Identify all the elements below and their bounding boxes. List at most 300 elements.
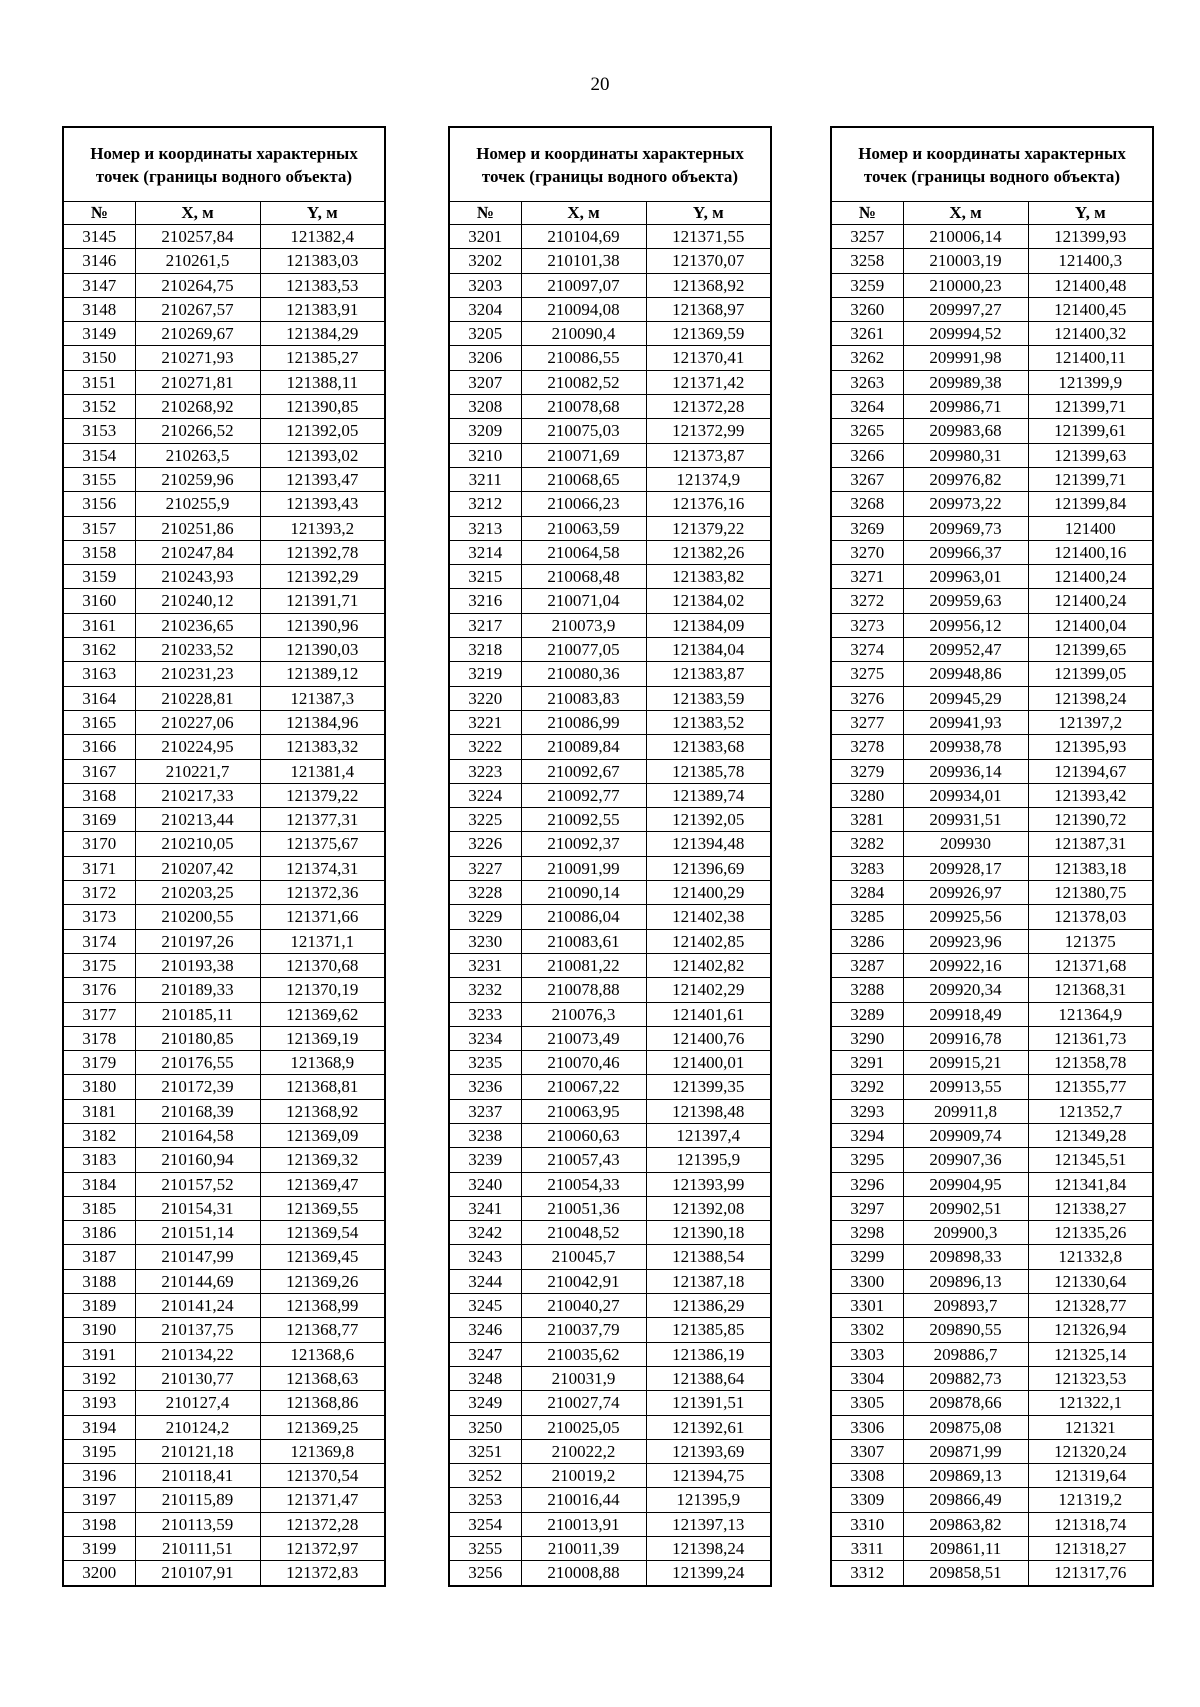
table-row [831, 1537, 1153, 1561]
table-row [63, 273, 385, 297]
x-coordinate-cell: 209866,49 [903, 1488, 1028, 1512]
table-row [449, 1026, 771, 1050]
x-coordinate-cell: 210228,81 [135, 686, 260, 710]
y-coordinate-cell: 121382,4 [260, 225, 385, 249]
point-number-cell: 3192 [63, 1366, 135, 1390]
table-row [63, 1026, 385, 1050]
y-coordinate-cell: 121383,18 [1028, 856, 1153, 880]
table-row [449, 589, 771, 613]
table-row [63, 1075, 385, 1099]
point-number-cell: 3154 [63, 443, 135, 467]
point-number-cell: 3178 [63, 1026, 135, 1050]
point-number-cell: 3239 [449, 1148, 521, 1172]
y-coordinate-cell: 121400,01 [646, 1051, 771, 1075]
point-number-cell: 3170 [63, 832, 135, 856]
x-coordinate-cell: 210068,65 [521, 467, 646, 491]
table-row [63, 1537, 385, 1561]
x-coordinate-cell: 210137,75 [135, 1318, 260, 1342]
x-coordinate-cell: 209923,96 [903, 929, 1028, 953]
point-number-cell: 3166 [63, 735, 135, 759]
point-number-cell: 3305 [831, 1391, 903, 1415]
y-coordinate-cell: 121392,78 [260, 540, 385, 564]
table-row [449, 540, 771, 564]
y-coordinate-cell: 121401,61 [646, 1002, 771, 1026]
x-coordinate-cell: 210090,14 [521, 881, 646, 905]
point-number-cell: 3287 [831, 953, 903, 977]
x-coordinate-cell: 209941,93 [903, 710, 1028, 734]
table-row [831, 516, 1153, 540]
x-coordinate-cell: 210035,62 [521, 1342, 646, 1366]
point-number-cell: 3306 [831, 1415, 903, 1439]
table-row [63, 1464, 385, 1488]
point-number-cell: 3282 [831, 832, 903, 856]
y-coordinate-cell: 121393,42 [1028, 783, 1153, 807]
x-coordinate-cell: 209980,31 [903, 443, 1028, 467]
table-row [449, 856, 771, 880]
table-row [831, 662, 1153, 686]
x-coordinate-cell: 210231,23 [135, 662, 260, 686]
table-row [449, 1245, 771, 1269]
point-number-cell: 3277 [831, 710, 903, 734]
table-row [63, 881, 385, 905]
y-coordinate-cell: 121390,85 [260, 395, 385, 419]
point-number-cell: 3209 [449, 419, 521, 443]
x-coordinate-cell: 210077,05 [521, 638, 646, 662]
y-coordinate-cell: 121399,84 [1028, 492, 1153, 516]
point-number-cell: 3159 [63, 565, 135, 589]
x-coordinate-cell: 210259,96 [135, 467, 260, 491]
table-row [449, 1148, 771, 1172]
table-row [449, 516, 771, 540]
x-coordinate-cell: 210078,88 [521, 978, 646, 1002]
y-coordinate-cell: 121390,96 [260, 613, 385, 637]
point-number-cell: 3242 [449, 1221, 521, 1245]
point-number-cell: 3258 [831, 249, 903, 273]
point-number-cell: 3298 [831, 1221, 903, 1245]
x-coordinate-cell: 209890,55 [903, 1318, 1028, 1342]
point-number-cell: 3177 [63, 1002, 135, 1026]
point-number-cell: 3188 [63, 1269, 135, 1293]
x-coordinate-cell: 210271,81 [135, 370, 260, 394]
y-coordinate-cell: 121394,48 [646, 832, 771, 856]
y-coordinate-cell: 121374,9 [646, 467, 771, 491]
y-coordinate-cell: 121389,74 [646, 783, 771, 807]
y-coordinate-cell: 121399,93 [1028, 225, 1153, 249]
y-coordinate-cell: 121400,11 [1028, 346, 1153, 370]
point-number-cell: 3152 [63, 395, 135, 419]
point-number-cell: 3206 [449, 346, 521, 370]
table-row [449, 1269, 771, 1293]
x-coordinate-cell: 209973,22 [903, 492, 1028, 516]
table-row [449, 1561, 771, 1586]
x-coordinate-cell: 210154,31 [135, 1196, 260, 1220]
point-number-cell: 3216 [449, 589, 521, 613]
y-coordinate-cell: 121335,26 [1028, 1221, 1153, 1245]
table-row [831, 1342, 1153, 1366]
y-coordinate-cell: 121387,3 [260, 686, 385, 710]
point-number-cell: 3201 [449, 225, 521, 249]
y-coordinate-cell: 121400,04 [1028, 613, 1153, 637]
x-coordinate-cell: 210063,95 [521, 1099, 646, 1123]
x-coordinate-cell: 210070,46 [521, 1051, 646, 1075]
y-coordinate-cell: 121402,85 [646, 929, 771, 953]
y-coordinate-cell: 121398,24 [646, 1537, 771, 1561]
point-number-cell: 3311 [831, 1537, 903, 1561]
point-number-cell: 3218 [449, 638, 521, 662]
point-number-cell: 3196 [63, 1464, 135, 1488]
point-number-cell: 3259 [831, 273, 903, 297]
point-number-cell: 3173 [63, 905, 135, 929]
y-coordinate-cell: 121368,86 [260, 1391, 385, 1415]
y-coordinate-cell: 121371,1 [260, 929, 385, 953]
table-row [449, 1051, 771, 1075]
table-row [63, 1488, 385, 1512]
point-number-cell: 3155 [63, 467, 135, 491]
point-number-cell: 3203 [449, 273, 521, 297]
x-coordinate-cell: 209991,98 [903, 346, 1028, 370]
x-coordinate-cell: 210075,03 [521, 419, 646, 443]
x-coordinate-cell: 209920,34 [903, 978, 1028, 1002]
point-number-cell: 3227 [449, 856, 521, 880]
table-row [449, 322, 771, 346]
table-row [63, 540, 385, 564]
table-row [449, 1512, 771, 1536]
x-coordinate-cell: 210092,67 [521, 759, 646, 783]
y-coordinate-cell: 121345,51 [1028, 1148, 1153, 1172]
y-coordinate-cell: 121387,31 [1028, 832, 1153, 856]
y-coordinate-cell: 121370,41 [646, 346, 771, 370]
point-number-cell: 3253 [449, 1488, 521, 1512]
point-number-cell: 3274 [831, 638, 903, 662]
y-coordinate-cell: 121370,07 [646, 249, 771, 273]
x-coordinate-cell: 209871,99 [903, 1439, 1028, 1463]
x-coordinate-cell: 210172,39 [135, 1075, 260, 1099]
coordinates-table-1 [62, 126, 386, 1587]
x-coordinate-cell: 210247,84 [135, 540, 260, 564]
x-coordinate-cell: 209963,01 [903, 565, 1028, 589]
x-coordinate-cell: 210071,69 [521, 443, 646, 467]
x-coordinate-cell: 210134,22 [135, 1342, 260, 1366]
point-number-cell: 3266 [831, 443, 903, 467]
table-row [63, 1123, 385, 1147]
table-row [449, 1464, 771, 1488]
table-row [449, 1391, 771, 1415]
table-row [831, 1488, 1153, 1512]
point-number-cell: 3181 [63, 1099, 135, 1123]
y-coordinate-cell: 121392,29 [260, 565, 385, 589]
table-row [831, 1148, 1153, 1172]
y-coordinate-cell: 121383,68 [646, 735, 771, 759]
table-row [831, 1026, 1153, 1050]
x-coordinate-cell: 210104,69 [521, 225, 646, 249]
y-coordinate-cell: 121370,68 [260, 953, 385, 977]
x-coordinate-cell: 210268,92 [135, 395, 260, 419]
y-coordinate-cell: 121328,77 [1028, 1294, 1153, 1318]
y-coordinate-cell: 121323,53 [1028, 1366, 1153, 1390]
x-coordinate-cell: 210003,19 [903, 249, 1028, 273]
x-coordinate-cell: 210054,33 [521, 1172, 646, 1196]
y-coordinate-cell: 121399,71 [1028, 467, 1153, 491]
table-row [449, 1366, 771, 1390]
point-number-cell: 3273 [831, 613, 903, 637]
table-row [831, 1294, 1153, 1318]
x-coordinate-cell: 209863,82 [903, 1512, 1028, 1536]
table-row [449, 905, 771, 929]
table-row [831, 1002, 1153, 1026]
point-number-cell: 3180 [63, 1075, 135, 1099]
x-coordinate-cell: 209878,66 [903, 1391, 1028, 1415]
x-coordinate-cell: 209938,78 [903, 735, 1028, 759]
table-row [449, 1537, 771, 1561]
table-row [63, 492, 385, 516]
x-coordinate-cell: 210251,86 [135, 516, 260, 540]
x-coordinate-cell: 210261,5 [135, 249, 260, 273]
point-number-cell: 3252 [449, 1464, 521, 1488]
y-coordinate-cell: 121396,69 [646, 856, 771, 880]
table-row [63, 1366, 385, 1390]
x-coordinate-cell: 209918,49 [903, 1002, 1028, 1026]
x-coordinate-cell: 210083,83 [521, 686, 646, 710]
point-number-cell: 3151 [63, 370, 135, 394]
x-coordinate-cell: 210016,44 [521, 1488, 646, 1512]
point-number-cell: 3157 [63, 516, 135, 540]
x-coordinate-cell: 209902,51 [903, 1196, 1028, 1220]
point-number-cell: 3288 [831, 978, 903, 1002]
table-row [831, 686, 1153, 710]
x-coordinate-cell: 209907,36 [903, 1148, 1028, 1172]
table-row [831, 540, 1153, 564]
y-coordinate-cell: 121372,97 [260, 1537, 385, 1561]
point-number-cell: 3208 [449, 395, 521, 419]
point-number-cell: 3267 [831, 467, 903, 491]
y-coordinate-cell: 121369,8 [260, 1439, 385, 1463]
table-row [449, 1123, 771, 1147]
y-coordinate-cell: 121368,77 [260, 1318, 385, 1342]
column-header-y: Y, м [260, 202, 385, 225]
point-number-cell: 3310 [831, 1512, 903, 1536]
table-row [449, 346, 771, 370]
y-coordinate-cell: 121386,19 [646, 1342, 771, 1366]
table-row [63, 322, 385, 346]
point-number-cell: 3270 [831, 540, 903, 564]
x-coordinate-cell: 210224,95 [135, 735, 260, 759]
point-number-cell: 3145 [63, 225, 135, 249]
y-coordinate-cell: 121384,96 [260, 710, 385, 734]
x-coordinate-cell: 209922,16 [903, 953, 1028, 977]
table-row [63, 1148, 385, 1172]
table-header-title: Номер и координаты характерных точек (границы водного объекта) [831, 127, 1153, 202]
point-number-cell: 3189 [63, 1294, 135, 1318]
x-coordinate-cell: 209869,13 [903, 1464, 1028, 1488]
point-number-cell: 3245 [449, 1294, 521, 1318]
table-row [63, 710, 385, 734]
x-coordinate-cell: 210257,84 [135, 225, 260, 249]
y-coordinate-cell: 121325,14 [1028, 1342, 1153, 1366]
x-coordinate-cell: 210000,23 [903, 273, 1028, 297]
y-coordinate-cell: 121400,24 [1028, 565, 1153, 589]
y-coordinate-cell: 121377,31 [260, 808, 385, 832]
point-number-cell: 3246 [449, 1318, 521, 1342]
table-row [831, 1415, 1153, 1439]
y-coordinate-cell: 121376,16 [646, 492, 771, 516]
x-coordinate-cell: 210090,4 [521, 322, 646, 346]
point-number-cell: 3276 [831, 686, 903, 710]
table-row [449, 249, 771, 273]
y-coordinate-cell: 121399,24 [646, 1561, 771, 1586]
point-number-cell: 3236 [449, 1075, 521, 1099]
point-number-cell: 3243 [449, 1245, 521, 1269]
point-number-cell: 3215 [449, 565, 521, 589]
x-coordinate-cell: 210045,7 [521, 1245, 646, 1269]
table-row [831, 929, 1153, 953]
x-coordinate-cell: 210031,9 [521, 1366, 646, 1390]
x-coordinate-cell: 210013,91 [521, 1512, 646, 1536]
point-number-cell: 3262 [831, 346, 903, 370]
x-coordinate-cell: 209948,86 [903, 662, 1028, 686]
point-number-cell: 3164 [63, 686, 135, 710]
point-number-cell: 3232 [449, 978, 521, 1002]
table-row [63, 905, 385, 929]
x-coordinate-cell: 209959,63 [903, 589, 1028, 613]
x-coordinate-cell: 210006,14 [903, 225, 1028, 249]
x-coordinate-cell: 210068,48 [521, 565, 646, 589]
table-row [449, 467, 771, 491]
table-row [831, 638, 1153, 662]
y-coordinate-cell: 121371,66 [260, 905, 385, 929]
x-coordinate-cell: 209882,73 [903, 1366, 1028, 1390]
y-coordinate-cell: 121385,27 [260, 346, 385, 370]
y-coordinate-cell: 121397,2 [1028, 710, 1153, 734]
table-row [831, 395, 1153, 419]
y-coordinate-cell: 121369,62 [260, 1002, 385, 1026]
table-row [63, 1512, 385, 1536]
x-coordinate-cell: 210160,94 [135, 1148, 260, 1172]
x-coordinate-cell: 210127,4 [135, 1391, 260, 1415]
table-row [63, 225, 385, 249]
y-coordinate-cell: 121318,27 [1028, 1537, 1153, 1561]
y-coordinate-cell: 121326,94 [1028, 1318, 1153, 1342]
point-number-cell: 3271 [831, 565, 903, 589]
y-coordinate-cell: 121402,38 [646, 905, 771, 929]
point-number-cell: 3296 [831, 1172, 903, 1196]
point-number-cell: 3217 [449, 613, 521, 637]
y-coordinate-cell: 121369,32 [260, 1148, 385, 1172]
coordinates-table-2 [448, 126, 772, 1587]
y-coordinate-cell: 121399,71 [1028, 395, 1153, 419]
y-coordinate-cell: 121370,19 [260, 978, 385, 1002]
table-row [63, 735, 385, 759]
point-number-cell: 3281 [831, 808, 903, 832]
y-coordinate-cell: 121387,18 [646, 1269, 771, 1293]
x-coordinate-cell: 209986,71 [903, 395, 1028, 419]
point-number-cell: 3199 [63, 1537, 135, 1561]
point-number-cell: 3308 [831, 1464, 903, 1488]
point-number-cell: 3146 [63, 249, 135, 273]
point-number-cell: 3198 [63, 1512, 135, 1536]
x-coordinate-cell: 209926,97 [903, 881, 1028, 905]
y-coordinate-cell: 121374,31 [260, 856, 385, 880]
table-row [63, 783, 385, 807]
y-coordinate-cell: 121369,55 [260, 1196, 385, 1220]
point-number-cell: 3302 [831, 1318, 903, 1342]
table-row [831, 759, 1153, 783]
table-row [831, 1439, 1153, 1463]
table-row [449, 759, 771, 783]
x-coordinate-cell: 210040,27 [521, 1294, 646, 1318]
y-coordinate-cell: 121355,77 [1028, 1075, 1153, 1099]
column-header-x: X, м [903, 202, 1028, 225]
y-coordinate-cell: 121388,11 [260, 370, 385, 394]
table-row [831, 1172, 1153, 1196]
x-coordinate-cell: 210025,05 [521, 1415, 646, 1439]
column-header-y: Y, м [1028, 202, 1153, 225]
table-row [449, 1294, 771, 1318]
y-coordinate-cell: 121400,24 [1028, 589, 1153, 613]
point-number-cell: 3205 [449, 322, 521, 346]
x-coordinate-cell: 209997,27 [903, 297, 1028, 321]
table-row [449, 1342, 771, 1366]
point-number-cell: 3284 [831, 881, 903, 905]
y-coordinate-cell: 121372,83 [260, 1561, 385, 1586]
x-coordinate-cell: 209976,82 [903, 467, 1028, 491]
x-coordinate-cell: 210048,52 [521, 1221, 646, 1245]
table-row [831, 1221, 1153, 1245]
y-coordinate-cell: 121318,74 [1028, 1512, 1153, 1536]
table-row [63, 832, 385, 856]
y-coordinate-cell: 121378,03 [1028, 905, 1153, 929]
x-coordinate-cell: 210255,9 [135, 492, 260, 516]
table-row [449, 565, 771, 589]
point-number-cell: 3225 [449, 808, 521, 832]
y-coordinate-cell: 121398,48 [646, 1099, 771, 1123]
x-coordinate-cell: 210221,7 [135, 759, 260, 783]
point-number-cell: 3200 [63, 1561, 135, 1586]
y-coordinate-cell: 121368,81 [260, 1075, 385, 1099]
table-row [63, 467, 385, 491]
x-coordinate-cell: 210071,04 [521, 589, 646, 613]
point-number-cell: 3278 [831, 735, 903, 759]
x-coordinate-cell: 210157,52 [135, 1172, 260, 1196]
y-coordinate-cell: 121372,28 [260, 1512, 385, 1536]
y-coordinate-cell: 121400,32 [1028, 322, 1153, 346]
point-number-cell: 3275 [831, 662, 903, 686]
x-coordinate-cell: 210130,77 [135, 1366, 260, 1390]
y-coordinate-cell: 121372,36 [260, 881, 385, 905]
y-coordinate-cell: 121371,55 [646, 225, 771, 249]
table-row [63, 1415, 385, 1439]
table-row [831, 978, 1153, 1002]
x-coordinate-cell: 210082,52 [521, 370, 646, 394]
page-number: 20 [590, 74, 610, 95]
point-number-cell: 3268 [831, 492, 903, 516]
x-coordinate-cell: 210267,57 [135, 297, 260, 321]
point-number-cell: 3238 [449, 1123, 521, 1147]
point-number-cell: 3190 [63, 1318, 135, 1342]
point-number-cell: 3163 [63, 662, 135, 686]
table-row [63, 1439, 385, 1463]
y-coordinate-cell: 121402,82 [646, 953, 771, 977]
y-coordinate-cell: 121393,47 [260, 467, 385, 491]
x-coordinate-cell: 210094,08 [521, 297, 646, 321]
table-header-title: Номер и координаты характерных точек (границы водного объекта) [63, 127, 385, 202]
x-coordinate-cell: 210022,2 [521, 1439, 646, 1463]
y-coordinate-cell: 121386,29 [646, 1294, 771, 1318]
table-row [449, 395, 771, 419]
point-number-cell: 3171 [63, 856, 135, 880]
y-coordinate-cell: 121319,64 [1028, 1464, 1153, 1488]
y-coordinate-cell: 121392,08 [646, 1196, 771, 1220]
point-number-cell: 3312 [831, 1561, 903, 1586]
